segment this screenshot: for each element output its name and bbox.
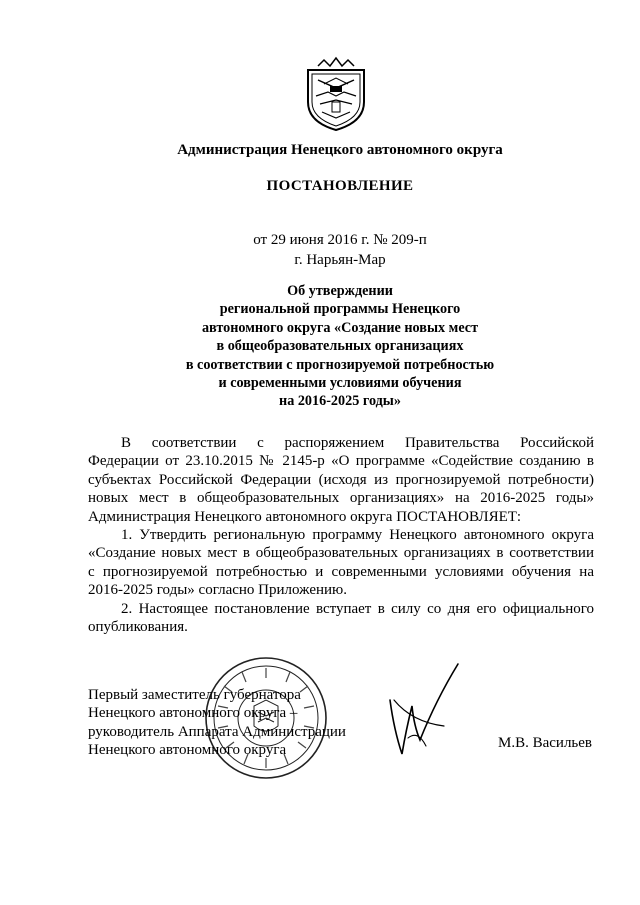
- preamble-line: Федерации от 23.10.2015 № 2145-р «О программе «Содействие созданию в: [88, 453, 594, 470]
- position-line: руководитель Аппарата Администрации: [88, 723, 346, 740]
- preamble-line: В соответствии с распоряжением Правительства Российской: [121, 435, 594, 451]
- item-line: «Создание новых мест в общеобразовательных организациях в соответствии: [88, 545, 594, 562]
- item-1-paragraph: [88, 526, 594, 600]
- title-line: автономного округа «Создание новых мест: [201, 319, 479, 336]
- title-line: региональной программы Ненецкого: [219, 301, 461, 318]
- preamble-paragraph: [88, 434, 594, 526]
- document-city: г. Нарьян-Мар: [294, 252, 386, 268]
- signatory-position: [88, 686, 346, 760]
- document-title: [60, 282, 620, 411]
- position-line: Ненецкого автономного округа: [88, 742, 287, 759]
- title-line: Об утверждении: [287, 283, 393, 299]
- item-line: 2016-2025 годы» согласно Приложению.: [88, 582, 347, 599]
- position-line: Ненецкого автономного округа –: [88, 705, 298, 722]
- signer-name: М.В. Васильев: [498, 735, 593, 751]
- title-line: в общеобразовательных организациях: [216, 338, 464, 355]
- preamble-line: Администрация Ненецкого автономного округа ПОСТАНОВЛЯЕТ:: [88, 508, 522, 525]
- organization-name: Администрация Ненецкого автономного округа: [177, 142, 503, 158]
- item-line: с прогнозируемой потребностью и современными условиями обучения на: [88, 563, 594, 580]
- handwritten-signature: [384, 660, 462, 758]
- preamble-line: субъектах Российской Федерации (исходя из прогнозируемой потребности): [88, 471, 594, 488]
- item-line: 1. Утвердить региональную программу Ненецкого автономного округа: [121, 527, 594, 544]
- title-line: на 2016-2025 годы»: [279, 393, 401, 410]
- item-line: 2. Настоящее постановление вступает в силу со дня его официального: [121, 600, 594, 617]
- document-body: [88, 434, 594, 636]
- document-type: ПОСТАНОВЛЕНИЕ: [266, 178, 414, 194]
- item-2-paragraph: [88, 600, 594, 637]
- preamble-line: новых мест в общеобразовательных организациях» на 2016-2025 годы»: [88, 490, 594, 507]
- item-line: опубликования.: [88, 619, 188, 636]
- document-date: от 29 июня 2016 г. № 209-п: [253, 232, 427, 248]
- position-line: Первый заместитель губернатора: [88, 687, 301, 703]
- title-line: и современными условиями обучения: [218, 375, 462, 392]
- title-line: в соответствии с прогнозируемой потребностью: [185, 356, 495, 373]
- coat-of-arms-emblem: [304, 56, 368, 132]
